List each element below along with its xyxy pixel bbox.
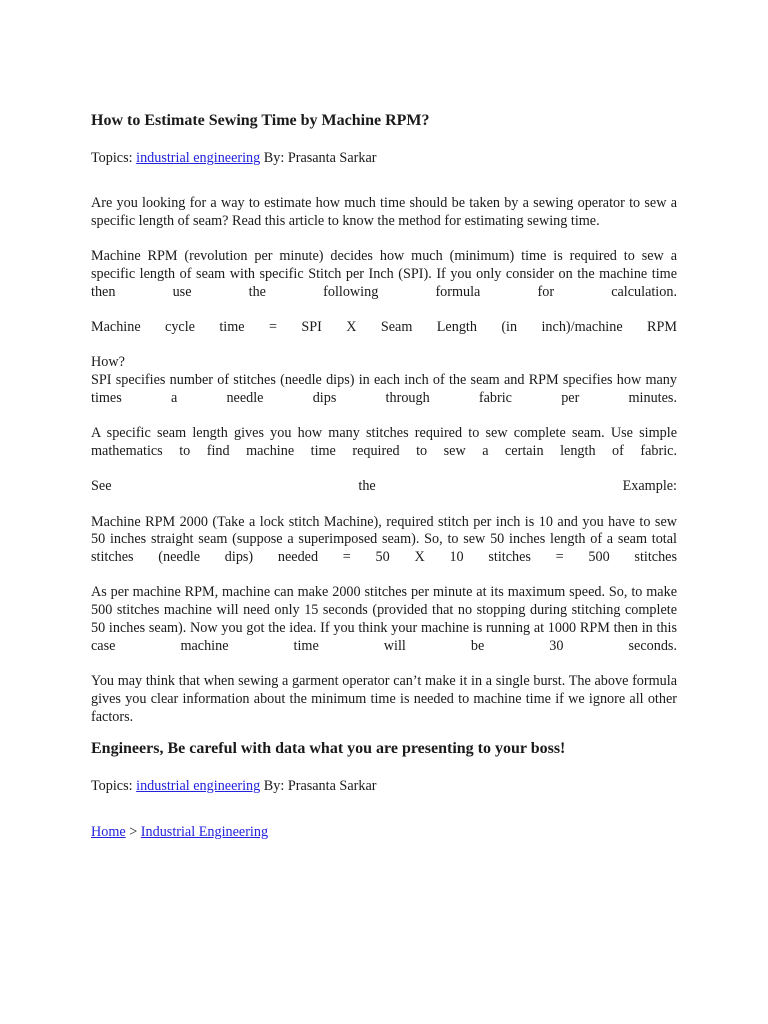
paragraph-seam-length: A specific seam length gives you how many stitches required to sew complete seam. Use simple mathematics to find machine time required to sew a certain length of fabric.	[91, 425, 677, 459]
document-page	[91, 111, 677, 841]
breadcrumb-section-link[interactable]: Industrial Engineering	[140, 823, 269, 840]
paragraph-machine-rpm: As per machine RPM, machine can make 2000 stitches per minute at its maximum speed. So, to make 500 stitches machine will need only 15 seconds (provided that no stopping during stitching complete 50 inches seam). Now you got the idea. If you think your machine is running at 1000 RPM then in this case machine time will be 30 seconds.	[91, 584, 677, 654]
topic-link[interactable]: industrial engineering	[136, 777, 261, 794]
paragraph-how: How?	[91, 354, 125, 371]
author-byline: By: Prasanta Sarkar	[263, 150, 377, 166]
topics-label: Topics:	[91, 777, 133, 794]
topic-link[interactable]: industrial engineering	[136, 150, 261, 166]
related-article-meta	[91, 777, 677, 795]
paragraph-example: Machine RPM 2000 (Take a lock stitch Machine), required stitch per inch is 10 and you have to sew 50 inches straight seam (suppose a superimposed seam). So, to sew 50 inches length of a seam total stitches (needle dips) needed = 50 X 10 stitches = 500 stitches	[91, 513, 677, 566]
breadcrumb	[91, 823, 677, 841]
article-title: How to Estimate Sewing Time by Machine RPM?	[91, 112, 430, 129]
paragraph-formula: Machine cycle time = SPI X Seam Length (in inch)/machine RPM	[91, 318, 677, 335]
paragraph-rpm: Machine RPM (revolution per minute) decides how much (minimum) time is required to sew a specific length of seam with specific Stitch per Inch (SPI). If you only consider on the machine time then use the following formula for calculation.	[91, 248, 677, 300]
paragraph-conclusion: You may think that when sewing a garment operator can’t make it in a single burst. The above formula gives you clear information about the minimum time is needed to machine time if we ignore all other factors.	[91, 673, 677, 725]
breadcrumb-separator: >	[129, 823, 138, 840]
paragraph-intro: Are you looking for a way to estimate how much time should be taken by a sewing operator to sew a specific length of seam? Read this article to know the method for estimating sewing time.	[91, 195, 677, 229]
breadcrumb-home-link[interactable]: Home	[91, 823, 126, 840]
paragraph-see-example: See the Example:	[91, 478, 677, 495]
author-byline: By: Prasanta Sarkar	[263, 777, 377, 794]
article-meta	[91, 149, 677, 167]
topics-label: Topics:	[91, 150, 133, 166]
related-article-title[interactable]: Engineers, Be careful with data what you are presenting to your boss!	[91, 739, 566, 757]
paragraph-spi: SPI specifies number of stitches (needle dips) in each inch of the seam and RPM specifies how many times a needle dips through fabric per minutes.	[91, 372, 677, 406]
